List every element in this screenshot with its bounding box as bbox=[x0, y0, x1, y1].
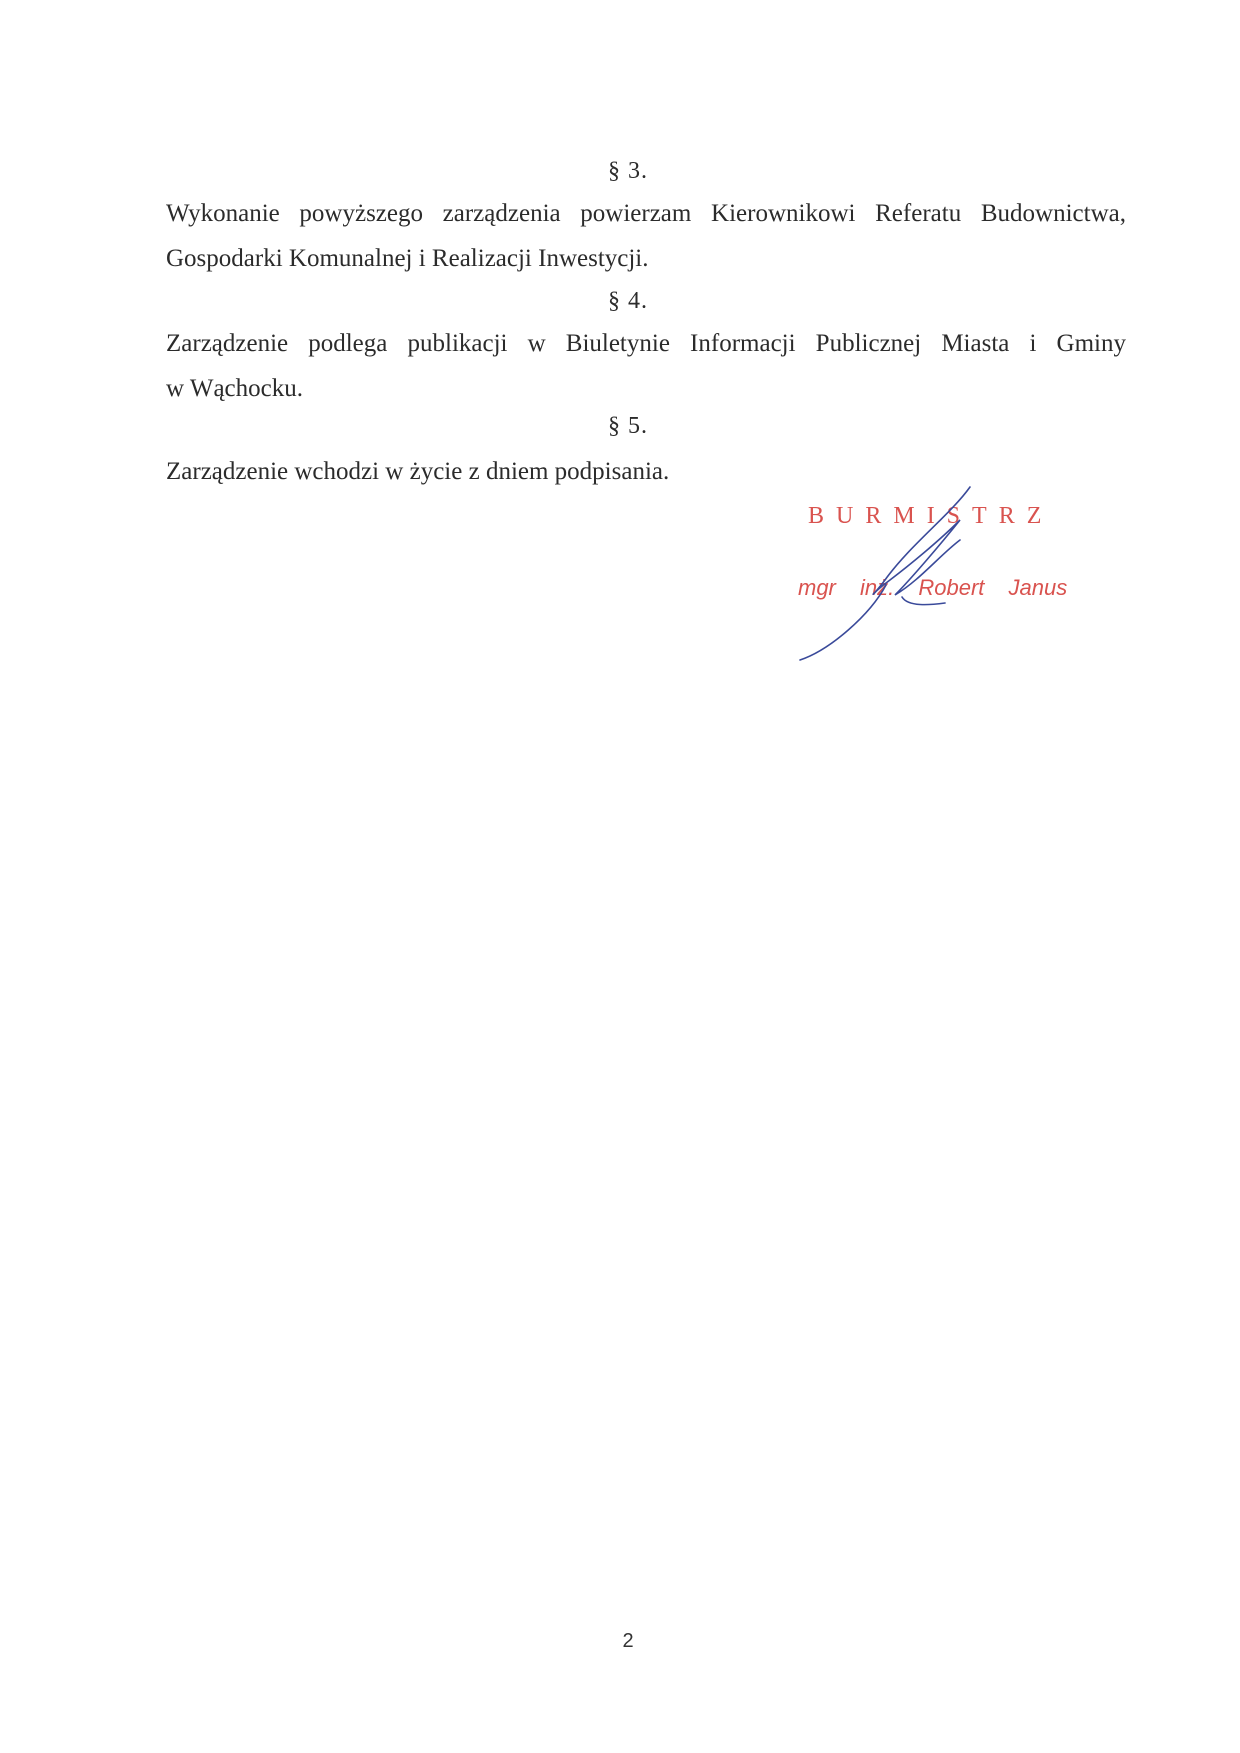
section-5-line-1: Zarządzenie wchodzi w życie z dniem podpisania. bbox=[166, 458, 670, 485]
stamp-name: mgr inż. Robert Janus bbox=[798, 575, 1068, 600]
section-3-line-1: Wykonanie powyższego zarządzenia powierzam Kierownikowi Referatu Budownictwa, bbox=[166, 200, 1126, 227]
stamp-title: BURMISTRZ bbox=[808, 503, 1054, 529]
section-4-text bbox=[166, 321, 1126, 411]
section-3-mark: § 3. bbox=[608, 158, 648, 184]
signature-stroke bbox=[800, 487, 970, 660]
section-5-mark: § 5. bbox=[608, 413, 648, 439]
section-3-text bbox=[166, 191, 1126, 281]
mayor-stamp bbox=[790, 485, 1080, 665]
section-4-line-2: w Wąchocku. bbox=[166, 375, 303, 402]
page-number: 2 bbox=[622, 1630, 634, 1652]
section-4-mark: § 4. bbox=[608, 288, 648, 314]
handwritten-signature bbox=[790, 485, 1080, 665]
section-4-line-1: Zarządzenie podlega publikacji w Biuletynie Informacji Publicznej Miasta i Gminy bbox=[166, 330, 1126, 357]
section-3-line-2: Gospodarki Komunalnej i Realizacji Inwestycji. bbox=[166, 245, 649, 272]
